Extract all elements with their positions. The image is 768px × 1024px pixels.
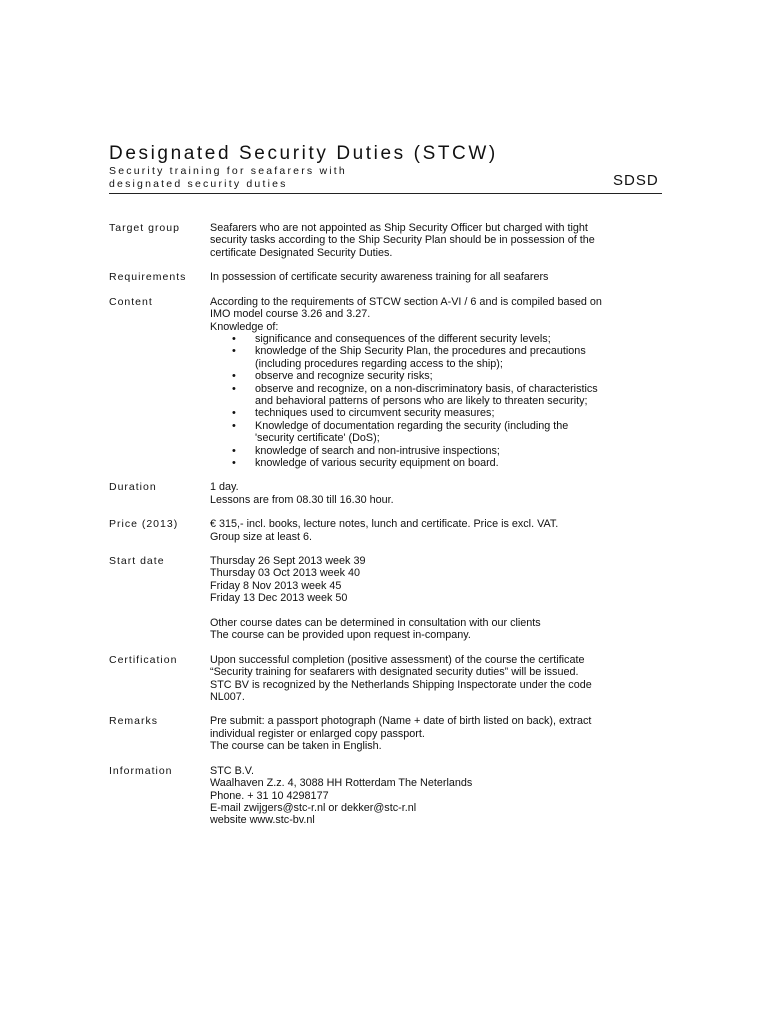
course-sections — [109, 222, 669, 839]
document-title: Designated Security Duties (STCW) — [109, 143, 498, 164]
text-line: IMO model course 3.26 and 3.27. — [210, 308, 371, 321]
company-name: STC B.V. — [210, 764, 255, 777]
section-content — [210, 222, 665, 259]
section-content — [210, 481, 665, 506]
section-label: Target group — [109, 222, 180, 234]
section-content-body — [210, 296, 665, 470]
list-item: • Knowledge of documentation regarding the security (including the 'security certificate' (DoS); — [210, 420, 665, 445]
section-label: Start date — [109, 555, 165, 568]
section-content — [210, 271, 665, 284]
section-label: Content — [109, 295, 153, 308]
section-requirements — [109, 271, 669, 284]
text-line: 1 day. — [210, 481, 239, 494]
text-line: Upon successful completion (positive assessment) of the course the certificate — [210, 653, 585, 666]
section-label: Information — [109, 764, 173, 777]
knowledge-list — [210, 333, 665, 469]
section-content — [109, 296, 669, 470]
text-line: Seafarers who are not appointed as Ship Security Officer but charged with tight — [210, 222, 588, 234]
text-line: € 315,- incl. books, lecture notes, lunch and certificate. Price is excl. VAT. — [210, 518, 559, 531]
section-label: Duration — [109, 481, 157, 494]
document-subtitle — [109, 165, 347, 190]
section-content — [210, 654, 665, 704]
list-item: • observe and recognize, on a non-discriminatory basis, of characteristics and behavioral patterns of persons who are likely to threaten security; — [210, 383, 665, 408]
list-item: • knowledge of search and non-intrusive inspections; — [210, 445, 665, 457]
text-line: The course can be taken in English. — [210, 740, 382, 753]
website: website www.stc-bv.nl — [210, 814, 315, 827]
list-item: • knowledge of various security equipment on board. — [210, 457, 665, 469]
text-line: security tasks according to the Ship Security Plan should be in possession of the — [210, 234, 595, 247]
text-line: According to the requirements of STCW section A-VI / 6 and is compiled based on — [210, 295, 602, 308]
list-item: • knowledge of the Ship Security Plan, the procedures and precautions (including procedures regarding access to the ship); — [210, 345, 665, 370]
text-line: In possession of certificate security awareness training for all seafarers — [210, 271, 549, 284]
text-line: individual register or enlarged copy passport. — [210, 727, 425, 740]
text-line: Friday 8 Nov 2013 week 45 — [210, 579, 342, 592]
email: E-mail zwijgers@stc-r.nl or dekker@stc-r.nl — [210, 801, 417, 814]
address: Waalhaven Z.z. 4, 3088 HH Rotterdam The Neterlands — [210, 777, 473, 790]
section-certification — [109, 654, 669, 704]
section-label: Remarks — [109, 715, 159, 728]
section-label: Price (2013) — [109, 518, 179, 531]
list-item: • observe and recognize security risks; — [210, 370, 665, 382]
text-line: Group size at least 6. — [210, 530, 313, 543]
list-item: • significance and consequences of the different security levels; — [210, 333, 665, 345]
text-line: Friday 13 Dec 2013 week 50 — [210, 592, 348, 605]
subtitle-line: Security training for seafarers with — [109, 165, 347, 177]
phone: Phone. + 31 10 4298177 — [210, 789, 329, 802]
section-content — [210, 518, 665, 543]
section-label: Requirements — [109, 271, 187, 284]
text-line: certificate Designated Security Duties. — [210, 246, 393, 259]
section-label: Certification — [109, 653, 178, 666]
section-information — [109, 765, 669, 827]
text-line: The course can be provided upon request in-company. — [210, 629, 471, 642]
section-start-date — [109, 555, 669, 642]
section-content — [210, 715, 665, 752]
section-content — [210, 765, 665, 827]
text-line: STC BV is recognized by the Netherlands Shipping Inspectorate under the code — [210, 678, 592, 691]
list-item: • techniques used to circumvent security measures; — [210, 407, 665, 419]
section-content — [210, 555, 665, 642]
text-line: Knowledge of: — [210, 320, 279, 333]
subtitle-line: designated security duties — [109, 177, 288, 190]
text-line: Lessons are from 08.30 till 16.30 hour. — [210, 493, 394, 506]
section-target-group — [109, 222, 669, 259]
header-divider — [109, 193, 662, 194]
text-line: Thursday 03 Oct 2013 week 40 — [210, 567, 361, 580]
course-code: SDSD — [613, 172, 659, 189]
section-price — [109, 518, 669, 543]
text-line: Other course dates can be determined in consultation with our clients — [210, 617, 541, 630]
text-line: “Security training for seafarers with designated security duties” will be issued. — [210, 666, 579, 679]
text-line: NL007. — [210, 691, 245, 704]
spacer — [210, 605, 665, 617]
section-duration — [109, 481, 669, 506]
text-line: Thursday 26 Sept 2013 week 39 — [210, 555, 366, 568]
text-line: Pre submit: a passport photograph (Name + date of birth listed on back), extract — [210, 715, 592, 728]
section-remarks — [109, 715, 669, 752]
